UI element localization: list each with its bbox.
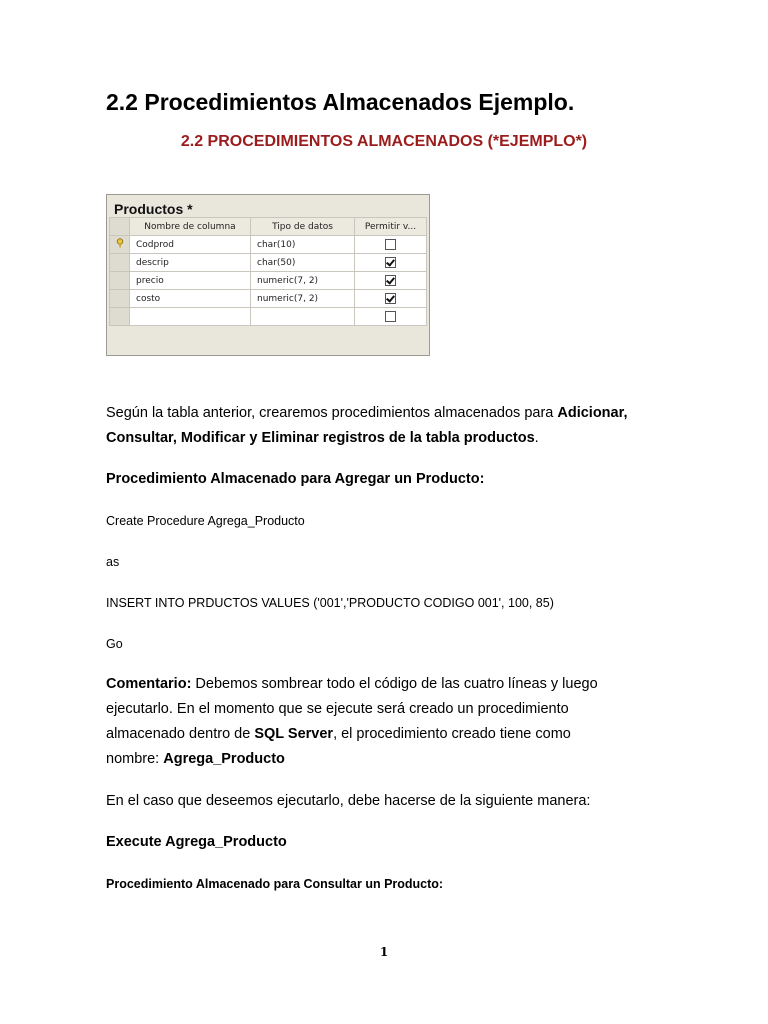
code-line-1: Create Procedure Agrega_Producto xyxy=(106,514,305,528)
cell-type[interactable]: char(50) xyxy=(251,254,355,272)
row-selector[interactable] xyxy=(110,290,130,308)
comment-label: Comentario: xyxy=(106,676,192,692)
heading-text: Procedimiento Almacenado para Agregar un Producto: xyxy=(106,471,485,487)
comment-text: nombre: xyxy=(106,751,164,767)
intro-text: . xyxy=(534,430,539,446)
key-icon xyxy=(116,238,126,248)
intro-text: Según la tabla anterior, crearemos procedimientos almacenados para xyxy=(106,405,558,421)
heading-query-product xyxy=(106,872,706,897)
comment-bold: SQL Server xyxy=(254,726,334,742)
header-selector xyxy=(110,218,130,236)
page-number: 1 xyxy=(379,945,389,959)
table-designer xyxy=(106,194,430,356)
comment-text: Debemos sombrear todo el código de las cuatro líneas y luego xyxy=(191,676,598,692)
intro-bold: Consultar, Modificar y Eliminar registros de la tabla productos xyxy=(106,430,535,446)
heading-text: Procedimiento Almacenado para Consultar un Producto: xyxy=(106,877,444,891)
cell-name[interactable]: Codprod xyxy=(130,236,251,254)
intro-paragraph xyxy=(106,401,706,451)
comment-text: , el procedimiento creado tiene como xyxy=(333,726,571,742)
checkbox-checked[interactable] xyxy=(385,275,396,286)
checkbox-unchecked[interactable] xyxy=(385,311,396,322)
execute-text: Execute Agrega_Producto xyxy=(106,834,287,850)
comment-paragraph xyxy=(106,672,706,772)
allow-null-checkbox[interactable] xyxy=(355,308,427,326)
page-title: 2.2 Procedimientos Almacenados Ejemplo. xyxy=(106,89,575,115)
table-row[interactable] xyxy=(110,272,427,290)
cell-name[interactable]: costo xyxy=(130,290,251,308)
row-selector[interactable] xyxy=(110,254,130,272)
table-row-new[interactable] xyxy=(110,308,427,326)
heading-add-product xyxy=(106,467,706,492)
row-selector[interactable] xyxy=(110,272,130,290)
code-line-2: as xyxy=(106,555,120,569)
column-grid xyxy=(109,217,427,326)
execute-statement xyxy=(106,830,706,855)
cell-type[interactable] xyxy=(251,308,355,326)
cell-type[interactable]: numeric(7, 2) xyxy=(251,290,355,308)
comment-text: ejecutarlo. En el momento que se ejecute será creado un procedimiento xyxy=(106,701,569,717)
cell-name[interactable]: precio xyxy=(130,272,251,290)
allow-null-checkbox[interactable] xyxy=(355,236,427,254)
row-selector[interactable] xyxy=(110,308,130,326)
section-subtitle: 2.2 PROCEDIMIENTOS ALMACENADOS (*EJEMPLO*) xyxy=(180,133,588,150)
cell-name[interactable]: descrip xyxy=(130,254,251,272)
cell-name[interactable] xyxy=(130,308,251,326)
allow-null-checkbox[interactable] xyxy=(355,290,427,308)
intro-bold: Adicionar, xyxy=(557,405,628,421)
table-row[interactable] xyxy=(110,290,427,308)
comment-bold: Agrega_Producto xyxy=(163,751,285,767)
checkbox-checked[interactable] xyxy=(385,257,396,268)
header-column-name: Nombre de columna xyxy=(130,218,251,236)
checkbox-checked[interactable] xyxy=(385,293,396,304)
table-caption: Productos * xyxy=(114,201,193,217)
table-row[interactable] xyxy=(110,236,427,254)
checkbox-unchecked[interactable] xyxy=(385,239,396,250)
cell-type[interactable]: char(10) xyxy=(251,236,355,254)
comment-text: almacenado dentro de xyxy=(106,726,255,742)
allow-null-checkbox[interactable] xyxy=(355,272,427,290)
table-row[interactable] xyxy=(110,254,427,272)
header-data-type: Tipo de datos xyxy=(251,218,355,236)
cell-type[interactable]: numeric(7, 2) xyxy=(251,272,355,290)
allow-null-checkbox[interactable] xyxy=(355,254,427,272)
code-line-4: Go xyxy=(106,637,123,651)
code-line-3: INSERT INTO PRDUCTOS VALUES ('001','PRODUCTO CODIGO 001', 100, 85) xyxy=(106,596,554,610)
header-allow-nulls: Permitir v... xyxy=(355,218,427,236)
run-instructions: En el caso que deseemos ejecutarlo, debe hacerse de la siguiente manera: xyxy=(106,793,591,809)
row-selector[interactable] xyxy=(110,236,130,254)
